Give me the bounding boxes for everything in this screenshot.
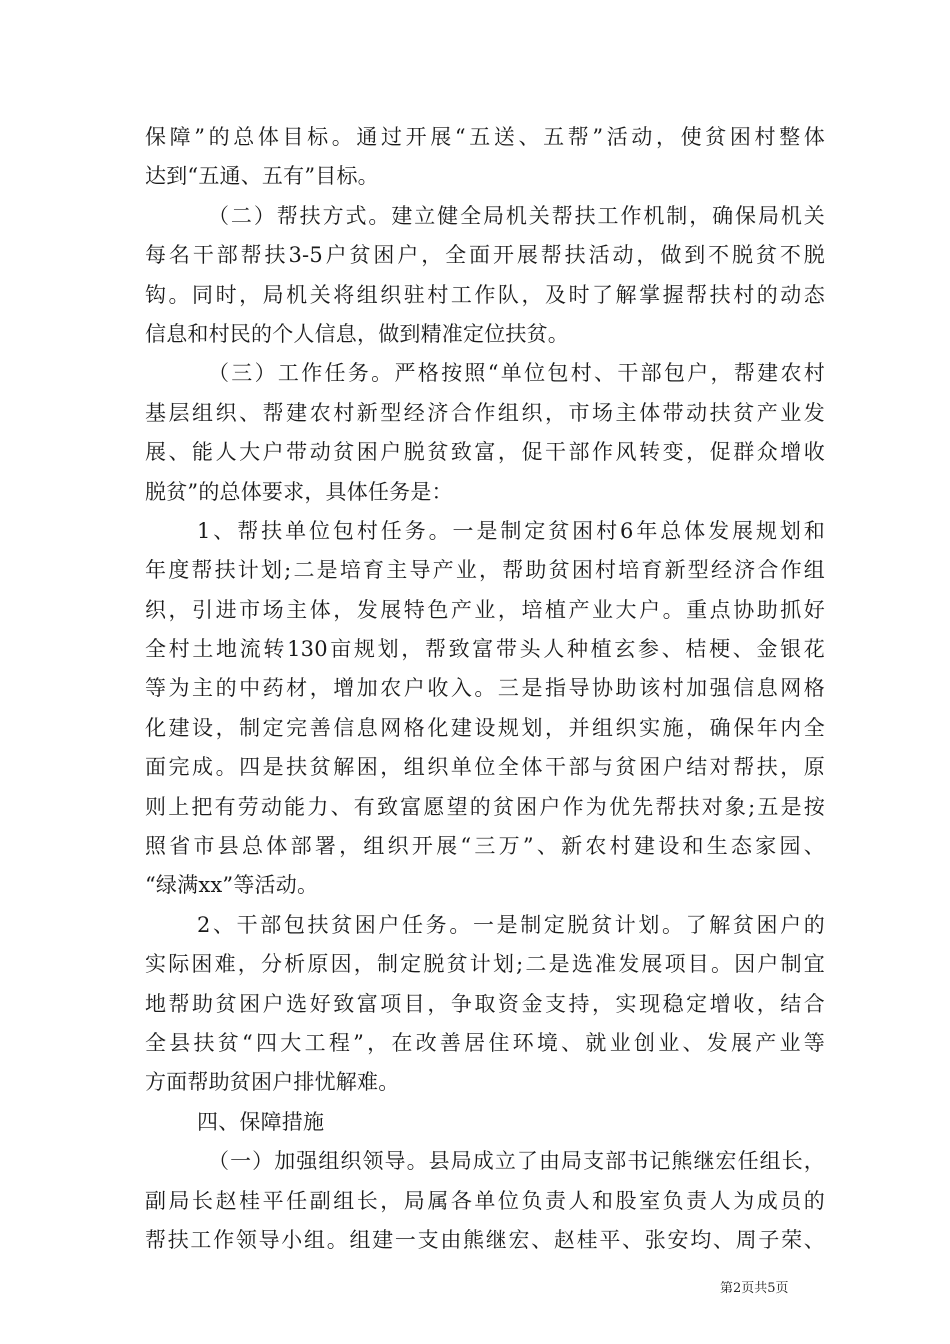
text-line: 保障”的总体目标。通过开展“五送、五帮”活动，使贫困村整体 (145, 125, 825, 149)
text-line: 照省市县总体部署，组织开展“三万”、新农村建设和生态家园、 (145, 834, 825, 859)
text-line: 展、能人大户带动贫困户脱贫致富，促干部作风转变，促群众增收 (145, 440, 825, 465)
text-line: 实际困难，分析原因，制定脱贫计划;二是选准发展项目。因户制宜 (145, 952, 825, 977)
text-line: （二）帮扶方式。建立健全局机关帮扶工作机制，确保局机关 (208, 203, 825, 228)
text-line: 面完成。四是扶贫解困，组织单位全体干部与贫困户结对帮扶，原 (145, 755, 825, 780)
body-text (145, 118, 825, 1260)
text-line: 1、帮扶单位包村任务。一是制定贫困村6年总体发展规划和 (197, 518, 825, 543)
text-line: 地帮助贫困户选好致富项目，争取资金支持，实现稳定增收，结合 (145, 991, 825, 1016)
text-line: 达到“五通、五有”目标。 (145, 164, 379, 189)
text-line: 帮扶工作领导小组。组建一支由熊继宏、赵桂平、张安均、周子荣、 (145, 1227, 825, 1252)
section-heading: 四、保障措施 (197, 1109, 325, 1134)
text-line: 每名干部帮扶3-5户贫困户，全面开展帮扶活动，做到不脱贫不脱 (145, 243, 825, 268)
text-line: （一）加强组织领导。县局成立了由局支部书记熊继宏任组长， (208, 1149, 825, 1174)
page-number-footer: 第2页共5页 (720, 1281, 789, 1296)
text-line: 织，引进市场主体，发展特色产业，培植产业大户。重点协助抓好 (145, 597, 825, 622)
text-line: 全县扶贫“四大工程”，在改善居住环境、就业创业、发展产业等 (145, 1030, 825, 1055)
text-line: 信息和村民的个人信息，做到精准定位扶贫。 (145, 321, 569, 346)
text-line: 则上把有劳动能力、有致富愿望的贫困户作为优先帮扶对象;五是按 (145, 794, 825, 819)
text-line: 等为主的中药材，增加农户收入。三是指导协助该村加强信息网格 (145, 676, 825, 701)
text-line: 钩。同时，局机关将组织驻村工作队，及时了解掌握帮扶村的动态 (145, 282, 825, 307)
text-line: 2、干部包扶贫困户任务。一是制定脱贫计划。了解贫困户的 (197, 912, 825, 937)
text-line: 年度帮扶计划;二是培育主导产业，帮助贫困村培育新型经济合作组 (145, 558, 825, 583)
text-line: 脱贫”的总体要求，具体任务是： (145, 479, 453, 504)
text-line: 基层组织、帮建农村新型经济合作组织，市场主体带动扶贫产业发 (145, 400, 825, 425)
text-line: 副局长赵桂平任副组长，局属各单位负责人和股室负责人为成员的 (145, 1188, 825, 1213)
text-line: 全村土地流转130亩规划，帮致富带头人种植玄参、桔梗、金银花 (145, 637, 825, 662)
text-line: “绿满xx”等活动。 (145, 873, 319, 898)
text-line: 方面帮助贫困户排忧解难。 (145, 1070, 400, 1095)
text-line: 化建设，制定完善信息网格化建设规划，并组织实施，确保年内全 (145, 715, 825, 740)
text-line: （三）工作任务。严格按照“单位包村、干部包户，帮建农村 (208, 361, 825, 386)
